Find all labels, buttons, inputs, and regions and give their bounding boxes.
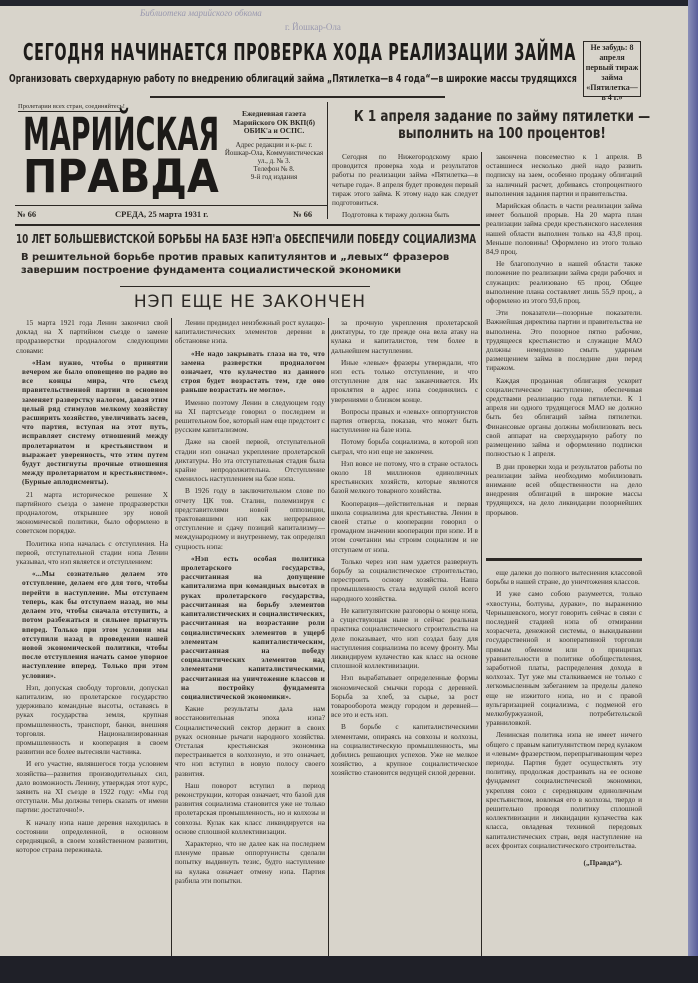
paragraph: еще далеки до полного вытеснения классовой борьбы в нашей стране, до уничтожения классов. <box>486 568 642 587</box>
paragraph: Потому борьба социализма, в которой нэп сыграл, что нэп еще не закончен. <box>331 437 478 456</box>
paragraph: И его участие, являвшегося тогда условием хозяйства—развития производительных сил, дало возможность Ленину, утверждая этот курс, заявить на XI съезде в 1922 году: «Мы год отступали. Мы должны теперь сказать от имени партии: достаточно!». <box>16 759 168 815</box>
publisher-address: Адрес редакции и к-ры: г. Йошкар-Ола, Коммунистическая ул., д. № 3. <box>224 140 324 165</box>
article-column-2 <box>175 318 325 958</box>
masthead-logo <box>22 108 220 203</box>
article-column-4 <box>486 568 642 958</box>
divider <box>15 205 327 206</box>
dateline <box>15 208 325 220</box>
divider <box>327 102 328 219</box>
paragraph: Характерно, что не далее как на последнем пленуме правые оппортунисты сделали попытку выдвинуть тезис, будто наступление на кулака означает отмену нэпа. Партия разбила эти попытки. <box>175 838 325 885</box>
nep-subtitle <box>20 251 470 277</box>
paragraph: Нэп, допуская свободу торговли, допускал капитализм, но пролетарское государство удерживало командные высоты, оставаясь в руках государства земля, крупная промышленность, транспорт, банки, внешняя торговля. Национализированная промышленность и кооперация в своем развитии все более вытесняли частника. <box>16 682 168 757</box>
newspaper-page <box>0 6 690 956</box>
masthead-line1: МАРИЙСКАЯ <box>23 108 220 161</box>
paragraph: «...Мы сознательно делаем это отступление, делаем его для того, чтобы перейти в наступление. Мы отступаем теперь, как бы отступаем назад, но мы делаем это, чтобы сначала отступить, а потом разбежаться и сильнее прыгнуть вперед. Только при этом условии мы отступили назад в проведении нашей новой экономической политики, чтобы после отступления начать самое упорное наступление вперед. Только при этом условии». <box>22 569 168 680</box>
paragraph: В борьбе с капиталистическими элементами, опираясь на совхозы и колхозы, на социалистическую промышленность, мы добились решающих успехов. Уже не мелкое хозяйство, а крупное социалистическое хозяйство становится ведущей силой деревни. <box>331 722 478 778</box>
divider <box>481 152 482 957</box>
paragraph: Марийская область в части реализации займа имеет большой прорыв. На 20 марта план реализации займа среди крестьянского населения нашей области выполнен только на 43,8 проц. Меньше половины! Оформлено из этого только 84,9 проц. <box>486 201 642 257</box>
paragraph: Даже на своей первой, отступательной стадии нэп означал укрепление пролетарской диктатуры. Но эта отступательная стадия была крайне непродолжительна. Отступление сменилось наступлением на базе нэпа. <box>175 437 325 484</box>
paragraph: Ленин предвидел неизбежный рост кулацко-капиталистических элементов деревни в обстановке нэпа. <box>175 318 325 346</box>
nep-subtitle-2: завершим построение фундамента социалистической экономики <box>21 265 402 276</box>
divider <box>486 558 642 561</box>
divider <box>120 286 370 287</box>
paragraph: Ленинская политика нэпа не имеет ничего общего с правым капитулянтством перед кулаком и «левым» фразерством, перепрыгивающим через периоды. Партия будет осуществлять эту политику, продолжая достраивать на ее основе фундамент социалистической экономики, укрепляя союз с середняцким единоличным крестьянством, вовлекая его в колхозы, твердо и решительно проводя политику сплошной коллективизации и ликвидации кулачества как класса, овладевая техникой передовых капиталистических стран, ведя наступление на всех фронтах социалистического строительства. <box>486 730 642 850</box>
archive-stamp: Библиотека марийского обкома <box>140 8 262 18</box>
paragraph: Не капитулянтские разговоры о конце нэпа, а существующая ныне и сейчас реальная практика социалистического строительства на деле показывает, что нэп создал базу для наступления социализма по всему фронту. Мы ликвидируем кулачество как класс на основе сплошной коллективизации. <box>331 605 478 671</box>
divider <box>328 318 329 958</box>
paragraph: Нэп вовсе не потому, что в стране осталось около 18 миллионов единоличных крестьянских хозяйств, которые являются базой мелкого товарного хозяйства. <box>331 458 478 496</box>
article-column-3 <box>331 318 478 958</box>
source-credit: („Правда“). <box>583 858 622 868</box>
paragraph: Кооперация—действительная и первая школа социализма для крестьянства. Ленин в своей статье о кооперации говорил о громадном значении кооперации при нэпе. И в этом сочетании мы строим социализм и не отступаем от нэпа. <box>331 498 478 554</box>
loan-column-1 <box>332 152 478 220</box>
paragraph: за прочную укрепления пролетарской диктатуры, то где прежде она вела атаку на кулака и капиталистов, тем более в дальнейшем наступлении. <box>331 318 478 355</box>
notice-box: Не забудь: 8 апреля первый тираж займа «Пятилетка—в 4 г.» <box>583 41 641 97</box>
paragraph: Нэп вырабатывает определенные формы экономической смычки города с деревней. Борьба за хлеб, за сырье, за рост товарооборота между городом и деревней—все это и есть нэп. <box>331 673 478 720</box>
paragraph: Не благополучно в нашей области также положение по реализации займа среди рабочих и служащих: реализовано 65 проц. Общее выполнение плана составляет лишь 55,9 проц., а оформлено из этого 93,6 проц. <box>486 259 642 306</box>
city-stamp: г. Йошкар-Ола <box>285 22 341 32</box>
paragraph: «Нэп есть особая политика пролетарского государства, рассчитанная на допущение капитализма при командных высотах в руках пролетарского государства, рассчитанная на борьбу элементов капиталистических и социалистических, рассчитанная на возрастание роли социалистических элементов в ущерб элементам капиталистическим, рассчитанная на победу социалистических элементов над элементами капиталистическими, рассчитанная на уничтожение классов и на постройку фундамента социалистической экономики». <box>181 553 325 701</box>
nep-headline: 10 ЛЕТ БОЛЬШЕВИСТСКОЙ БОРЬБЫ НА БАЗЕ НЭП'а ОБЕСПЕЧИЛИ ПОБЕДУ СОЦИАЛИЗМА <box>16 231 477 246</box>
issue-number-left: № 66 <box>17 209 37 219</box>
paragraph: Эти показатели—позорные показатели. Важнейшая директива партии и правительства не выполнена. Это позорное пятно рабочие, трудящееся крестьянство и служащие МАО должны немедленно смыть ударным размещением займа в последние дни перед тиражом. <box>486 308 642 373</box>
paragraph: Иные «левые» фразеры утверждали, что нэп есть только отступление, и что отступление для нас заканчивается. Их проклятия в адрес нэпа соединялись с уверениями о близком конце. <box>331 357 478 404</box>
nep-subtitle-1: В решительной борьбе против правых капитулянтов и „левых“ фразеров <box>21 252 450 263</box>
paragraph: «Нам нужно, чтобы о принятии вечером же было оповещено по радио во все концы мира, что съезд правительственной партии в основном заменяет разверстку налогом, давая этим целый ряд стимулов мелкому хозяйству расширить хозяйство, увеличивать засев, что партия, вступая на этот путь, исправляет систему отношений между пролетариатом и крестьянством и выражает уверенность, что этим путем будут достигнуты прочные отношения между пролетариатом и крестьянством». (Бурные аплодисменты). <box>22 357 168 487</box>
divider <box>150 96 445 98</box>
publisher-info <box>224 110 324 181</box>
divider <box>171 318 172 958</box>
paragraph: Именно поэтому Ленин в следующем году на XI партсъезде говорил о последнем и решительном бое, который нам еще предстоит с русским капитализмом. <box>175 397 325 435</box>
main-headline: СЕГОДНЯ НАЧИНАЕТСЯ ПРОВЕРКА ХОДА РЕАЛИЗАЦИИ ЗАЙМА <box>23 40 576 66</box>
paragraph: 21 марта историческое решение X партийного съезда о замене продразверстки продналогом, открывшее эру новой экономической политики, было оформлено в советском порядке. <box>16 489 168 536</box>
masthead-line2: ПРАВДА <box>23 150 219 203</box>
paragraph: И уже само собою разумеется, только «хвостуны, болтуны, дураки», по выражению Чернышевского, могут говорить сейчас в связи с последней стадией нэпа об отмирании хозрасчета, денежной системы, о выкидывании государственной и кооперативной торговли прямым обменом или о принципах уравнительности в политике обобществления, заработной платы, распределения дохода в колхозах. Тут уже мы сталкиваемся не только с легкомысленным забеганием за пределы далеко еще не изжитого нэпа, но и с правой вульгаризацией социализма, с подменой его мелкобуржуазной, потребительской уравниловкой. <box>486 589 642 728</box>
paragraph: Вопросы правых и «левых» оппортунистов партия отвергла, показав, что может быть наступление на базе нэпа. <box>331 406 478 435</box>
paragraph: Политика нэпа началась с отступления. На первой, отступательной стадии нэпа Ленин указывал, что нэп является и отступлением: <box>16 538 168 567</box>
paragraph: 15 марта 1921 года Ленин закончил свой доклад на X партийном съезде о замене продразверстки продналогом следующими словами: <box>16 318 168 355</box>
article-title: НЭП ЕЩЕ НЕ ЗАКОНЧЕН <box>133 292 367 312</box>
loan-column-2 <box>486 152 642 552</box>
paragraph: К началу нэпа наше деревня находилась в состоянии определенной, в основном середняцкой, в своем хозяйственном развитии, которое страна переживала. <box>16 817 168 855</box>
paragraph: Какие результаты дала нам восстановительная эпоха нэпа? Социалистический сектор держит в своих руках основные рычаги народного хозяйства. Отсталая крестьянская экономика перестраивается в колхозную, и это означает, что нэп вступил в новую полосу своего развития. <box>175 704 325 778</box>
publisher-year: 9-й год издания <box>250 172 298 181</box>
paragraph: Сегодня по Нижегородскому краю проводится проверка хода и результатов работы по реализации займа «Пятилетка—в четыре года». 8 апреля будет проведен первый тираж этого займа. К этому надо как следует подготовиться. <box>332 152 478 208</box>
paragraph: В 1926 году в заключительном слове по отчету ЦК тов. Сталин, полемизируя с представителями новой оппозиции, трактовавшими нэп как непрерывное отступление и сдачу позиций капитализму—международному и внутреннему, так определял сущность нэпа: <box>175 486 325 551</box>
paragraph: «Не надо закрывать глаза на то, что замена разверстки продналогом означает, что кулачество из данного строя будет возрастать тем, где оно раньше возрастать не могло». <box>181 348 325 395</box>
paragraph: Только через нэп нам удается развернуть борьбу за социалистическое строительство, перестроить основу хозяйства. Наша промышленность стала ведущей силой всего народного хозяйства. <box>331 556 478 603</box>
publisher-phone: Телефон № 8. <box>253 164 295 173</box>
issue-date: СРЕДА, 25 марта 1931 г. <box>115 209 209 219</box>
article-column-1 <box>16 318 168 958</box>
scan-bottom-edge <box>0 956 698 983</box>
publisher-desc: Ежедневная газета Марийского ОК ВКП(б) ОБИК'а и ОСПС. <box>233 109 315 135</box>
sub-headline: Организовать сверхударную работу по внедрению облигаций займа „Пятилетка—в 4 года“—в широкие массы трудящихся <box>9 73 577 85</box>
paragraph: Подготовка к тиражу должна быть <box>342 210 450 220</box>
paragraph: Наш поворот вступил в период реконструкции, которая означает, что базой для развития социализма становится уже не только пролетарская промышленность, но и колхозы и совхозы. Кулак как класс ликвидируется на основе сплошной коллективизации. <box>175 780 325 836</box>
loan-headline: К 1 апреля задание по займу пятилетки — выполнить на 100 процентов! <box>353 107 651 142</box>
paragraph: В дни проверки хода и результатов работы по реализации займа необходимо мобилизовать внимание всей общественности на дело внедрения облигаций в широкие массы трудящихся, на дело ликвидации позорнейших прорывов. <box>486 461 642 517</box>
issue-number-right: № 66 <box>293 209 313 219</box>
scan-right-edge <box>688 0 698 983</box>
paragraph: Каждая проданная облигация ускорит социалистическое наступление, обеспечивая средствами реализацию года пятилетки. К 1 апреля ни одного трудящегося МАО не должно быть без облигаций займа пятилетки. Финансовые органы должны мобилизовать весь свой аппарат на сверхударную работу по размещению займа и оформлению подписки полностью к 1 апреля. <box>486 375 642 459</box>
paragraph: закончена повсеместно к 1 апреля. В оставшиеся несколько дней надо развить подписку на заем, особенно продажу облигаций за наличный расчет, добиваясь стопроцентного выполнения задания партии и правительства. <box>486 152 642 198</box>
motto: Пролетарии всех стран, соединяйтесь! <box>18 103 125 110</box>
divider <box>15 224 480 226</box>
